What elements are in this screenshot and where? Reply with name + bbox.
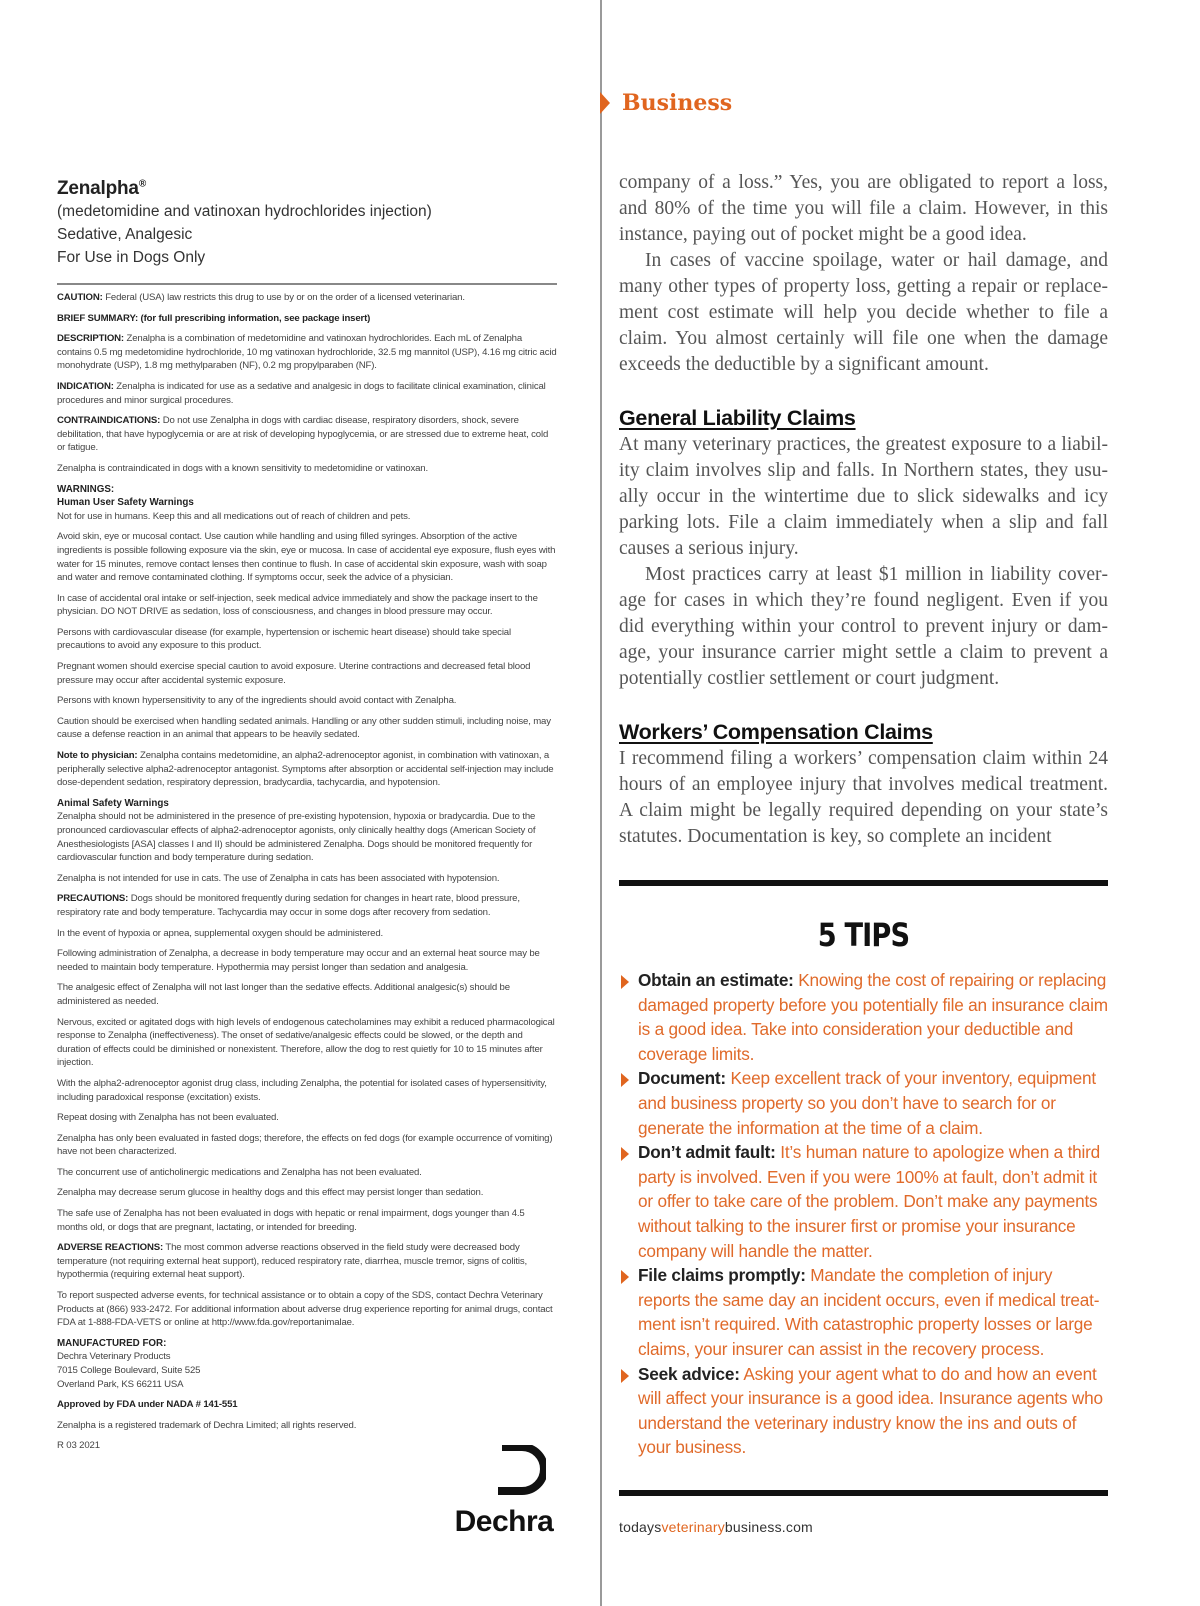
insert-human-warning-6: Persons with known hypersensitivity to any of the ingredients should avoid contact with Zenalpha. [57,695,457,707]
insert-precaution-9: The concurrent use of anticholinergic medications and Zenalpha has not been evaluated. [57,1166,422,1178]
tip-arrow-icon [621,975,629,989]
tips-top-rule [619,880,1108,886]
tip-arrow-icon [621,1073,629,1087]
article-body [619,170,1108,850]
tip-arrow-icon [621,1147,629,1161]
insert-brief-summary: BRIEF SUMMARY: (for full prescribing information, see package insert) [57,312,371,324]
insert-approval: Approved by FDA under NADA # 141-551 [57,1399,238,1411]
drug-brand-name: Zenalpha® [57,178,146,199]
section-label [600,88,732,118]
insert-human-warning-1: Not for use in humans. Keep this and all medications out of reach of children and pets. [57,510,411,522]
article-subheading-workers-comp: Workers’ Compensation Claims [619,720,933,744]
article-paragraph: At many veterinary practices, the greatest exposure to a liability claim involves slip and falls. In Northern states, they usually occur in the wintertime due to slick sidewalks and icy parking lots. File a claim immediately when a slip and fall causes a serious injury. [619,434,1108,559]
insert-description: DESCRIPTION: Zenalpha is a combination of medetomidine and vatinoxan hydrochlorides. Each mL of Zenalpha contains 0.5 mg medetomidine hydrochloride, 10 mg vatinoxan hydrochloride, 32.5 mg mannitol (USP), 4.16 mg citric acid monohydrate (USP), 1.8 mg methylparaben (NF), 0.2 mg propylparaben (NF). [57,333,557,372]
insert-human-warning-4: Persons with cardiovascular disease (for example, hypertension or ischemic heart disease) should take special precautions to avoid any exposure to this product. [57,626,511,652]
insert-contraindications: CONTRAINDICATIONS: Do not use Zenalpha in dogs with cardiac disease, respiratory disorders, shock, severe debilitation, that have hypoglycemia or are at risk of developing hypoglycemia, or are stressed due to extreme heat, cold or fatigue. [57,415,549,454]
dechra-wordmark: Dechra [454,1505,554,1538]
footer-website[interactable]: todaysveterinarybusiness.com [619,1519,813,1535]
dechra-logo [448,1445,558,1545]
column-divider [600,0,602,1606]
insert-indication: INDICATION: Zenalpha is indicated for use as a sedative and analgesic in dogs to facilitate clinical examination, clinical procedures and minor surgical procedures. [57,380,546,406]
insert-revision: R 03 2021 [57,1440,100,1452]
insert-human-warning-3: In case of accidental oral intake or self-injection, seek medical advice immediately and show the package insert to the physician. DO NOT DRIVE as sedation, loss of consciousness, and changes in blood pressure may occur. [57,592,538,618]
tips-title: 5 TIPS [817,916,910,954]
insert-precaution-11: The safe use of Zenalpha has not been evaluated in dogs with hepatic or renal impairment, dogs younger than 4.5 months old, or dogs that are pregnant, lactating, or intended for breeding. [57,1208,525,1233]
insert-animal-warning-2: Zenalpha is not intended for use in cats. The use of Zenalpha in cats has been associated with hypotension. [57,872,500,884]
insert-precaution-2: In the event of hypoxia or apnea, supplemental oxygen should be administered. [57,927,384,939]
insert-human-warning-2: Avoid skin, eye or mucosal contact. Use caution while handling and using filled syringes. Absorption of the active ingredients is possible following exposure via the skin, eye or mucosa. In case of accidental eye exposure, flush eyes with water for 15 minutes, remove contact lenses then continue to flush. In case of accidental skin exposure, wash with soap and water and remove contaminated clothing. If symptoms occur, seek the advice of a physician. [57,531,556,584]
article-paragraph: Most practices carry at least $1 million in liability coverage for cases in which they’re found negligent. Even if you did everything within your control to prevent injury or damage, your insurance carrier might settle a claim to prevent a potentially costlier settlement or court judgment. [619,564,1108,689]
article-subheading-liability: General Liability Claims [619,406,856,430]
insert-human-warning-5: Pregnant women should exercise special caution to avoid exposure. Uterine contractions and decreased fetal blood pressure may occur after accidental systemic exposure. [57,661,531,686]
insert-precaution-5: Nervous, excited or agitated dogs with high levels of endogenous catecholamines may exhibit a reduced pharmacological response to Zenalpha (ineffectiveness). The onset of sedative/analgesic effects could be slowed, or the depth and duration of effects could be diminished or nonexistent. Therefore, allow the dog to rest quietly for 10 to 15 minutes after injection. [57,1016,555,1069]
section-arrow-icon [600,92,610,114]
insert-adverse-reactions: ADVERSE REACTIONS: The most common adverse reactions observed in the field study were decreased body temperature (not requiring external heat support), reduced respiratory rate, diarrhea, muscle tremor, signs of colitis, hypothermia (requiring external heat support). [57,1242,528,1281]
insert-precaution-8: Zenalpha has only been evaluated in fasted dogs; therefore, the effects on fed dogs (for example occurrence of vomiting) have not been characterized. [57,1132,553,1158]
insert-contraindications-2: Zenalpha is contraindicated in dogs with a known sensitivity to medetomidine or vatinoxan. [57,462,428,474]
tip-arrow-icon [621,1369,629,1383]
insert-physician-note: Note to physician: Zenalpha contains medetomidine, an alpha2-adrenoceptor agonist, in combination with vatinoxan, a peripherally selective alpha2-adrenoceptor antagonist. Symptoms after absorption or accidental self-injection may include dose-dependent sedation, respiratory depression, bradycardia, tachycardia, and hypotension. [57,750,554,789]
insert-divider [57,283,557,285]
insert-manufacturer-address-2: Overland Park, KS 66211 USA [57,1378,184,1390]
tip-item: Don’t admit fault: It’s human nature to apologize when a third party is involved. Even if you were 100% at fault, don’t admit it or offer to take care of the problem. Don’t make any payments without talking to the insurer first or promise your insurance company will handle the matter. [619,1140,1108,1263]
insert-manufactured-heading: MANUFACTURED FOR: [57,1337,167,1349]
article-paragraph: I recommend filing a workers’ compensation claim within 24 hours of an employee injury that involves medical treatment. A claim might be legally required depending on your state’s statutes. Documentation is key, so complete an incident [619,748,1108,847]
tip-item: Seek advice: Asking your agent what to do and how an event will affect your insurance is a good idea. Insurance agents who understand the veterinary industry know the ins and outs of your business. [619,1362,1108,1460]
tip-item: File claims promptly: Mandate the completion of injury reports the same day an incident occurs, even if medical treatment isn’t required. With catastrophic property losses or large claims, your insurer can assist in the recovery process. [619,1263,1108,1361]
insert-human-safety-heading: Human User Safety Warnings [57,497,194,509]
section-title: Business [622,90,733,116]
insert-animal-warning-1: Zenalpha should not be administered in the presence of pre-existing hypotension, hypoxia or bradycardia. Due to the pronounced cardiovascular effects of alpha2-adrenoceptor agonists, only clinically healthy dogs (American Society of Anesthesiologists [ASA] classes I and II) should be administered Zenalpha. Dogs should be monitored frequently for cardiovascular function and body temperature during sedation. [57,811,536,864]
insert-manufacturer-address-1: 7015 College Boulevard, Suite 525 [57,1365,201,1376]
dechra-logo-icon [496,1445,546,1503]
tips-sidebar [619,880,1108,1496]
insert-trademark: Zenalpha is a registered trademark of Dechra Limited; all rights reserved. [57,1419,357,1431]
insert-precaution-10: Zenalpha may decrease serum glucose in healthy dogs and this effect may persist longer than sedation. [57,1187,484,1199]
tips-bottom-rule [619,1490,1108,1496]
article-paragraph: In cases of vaccine spoilage, water or hail damage, and many other types of property loss, getting a repair or replacement cost estimate will help you decide whether to file a claim. You almost certainly will file one when the damage exceeds the deductible by a significant amount. [619,250,1108,375]
insert-manufacturer-name: Dechra Veterinary Products [57,1351,171,1363]
insert-precaution-3: Following administration of Zenalpha, a decrease in body temperature may occur and an external heat source may be needed to maintain body temperature. Hypothermia may persist longer than sedation and analgesia. [57,948,540,973]
insert-animal-safety-heading: Animal Safety Warnings [57,797,169,809]
insert-human-warning-7: Caution should be exercised when handling sedated animals. Handling or any other sudden stimuli, including noise, may cause a defense reaction in an animal that appears to be heavily sedated. [57,715,551,741]
insert-precaution-6: With the alpha2-adrenoceptor agonist drug class, including Zenalpha, the potential for isolated cases of hypersensitivity, including paradoxical response (excitation) exists. [57,1077,547,1103]
article-paragraph: company of a loss.” Yes, you are obligated to report a loss, and 80% of the time you will file a claim. However, in this instance, paying out of pocket might be a good idea. [619,172,1108,245]
tips-list [619,968,1108,1460]
insert-precaution-4: The analgesic effect of Zenalpha will not last longer than the sedative effects. Additional analgesic(s) should be administered as needed. [57,982,510,1007]
tip-item: Document: Keep excellent track of your inventory, equipment and business property so you don’t have to search for or generate the information at the time of a claim. [619,1066,1108,1140]
tip-item: Obtain an estimate: Knowing the cost of repairing or replacing damaged property before you potentially file an insurance claim is a good idea. Take into consideration your deductible and coverage limits. [619,968,1108,1066]
tip-arrow-icon [621,1270,629,1284]
drug-class: Sedative, Analgesic [57,226,193,243]
insert-precautions: PRECAUTIONS: Dogs should be monitored frequently during sedation for changes in heart rate, blood pressure, respiratory rate and body temperature. Tachycardia may occur in some dogs after recovery from sedation. [57,893,520,918]
insert-warnings-heading: WARNINGS: [57,483,115,495]
drug-subtitle: (medetomidine and vatinoxan hydrochlorides injection) [57,203,432,220]
insert-precaution-7: Repeat dosing with Zenalpha has not been evaluated. [57,1112,279,1124]
insert-report: To report suspected adverse events, for technical assistance or to obtain a copy of the SDS, contact Dechra Veterinary Products at (866) 933-2472. For additional information about adverse drug experience reporting for animal drugs, contact FDA at 1-888-FDA-VETS or online at http://www.fda.gov/reportanimalae. [57,1290,553,1329]
drug-insert [57,178,557,1460]
insert-caution: CAUTION: Federal (USA) law restricts this drug to use by or on the order of a licensed veterinarian. [57,292,465,303]
drug-species: For Use in Dogs Only [57,249,206,266]
